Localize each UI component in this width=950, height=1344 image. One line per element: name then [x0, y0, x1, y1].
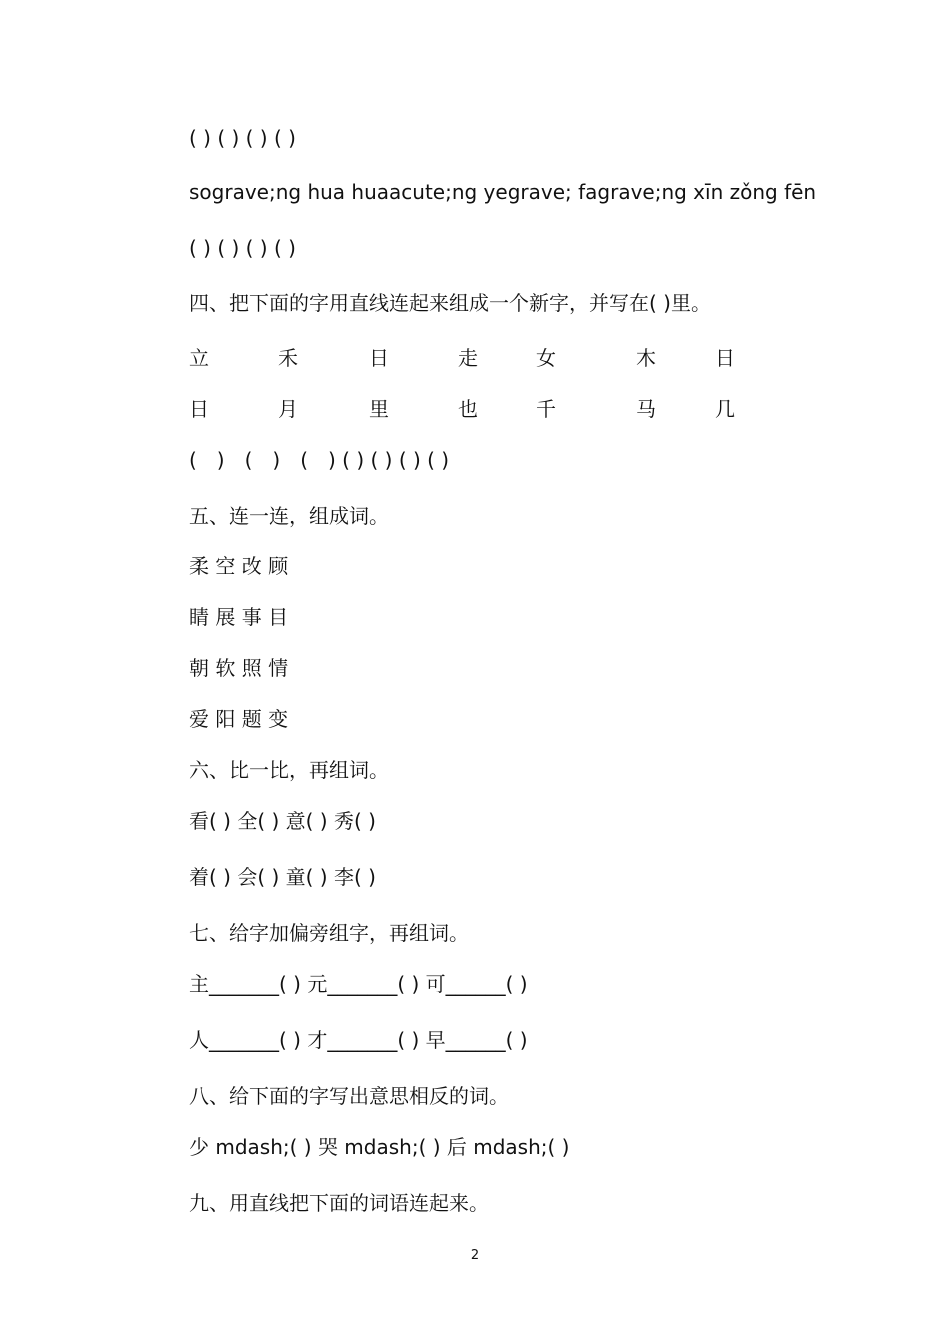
section-8-heading: 八、给下面的字写出意思相反的词。: [189, 1084, 509, 1108]
section-9-heading: 九、用直线把下面的词语连起来。: [189, 1191, 489, 1215]
char-cell: 日: [715, 346, 735, 370]
char-cell: 走: [458, 346, 478, 370]
page-number: 2: [470, 1248, 480, 1263]
blank-parentheses-row-1: ( ) ( ) ( ) ( ): [189, 126, 296, 150]
char-cell: 里: [369, 397, 389, 421]
char-cell: 马: [636, 397, 656, 421]
word-row-4: 爱 阳 题 变: [189, 707, 289, 731]
char-cell: 禾: [278, 346, 298, 370]
antonym-row: 少 mdash;( ) 哭 mdash;( ) 后 mdash;( ): [189, 1135, 570, 1159]
char-cell: 日: [189, 397, 209, 421]
char-cell: 女: [536, 346, 556, 370]
section-6-heading: 六、比一比，再组词。: [189, 758, 389, 782]
section-7-heading: 七、给字加偏旁组字，再组词。: [189, 921, 469, 945]
compare-row-2: 着( ) 会( ) 童( ) 李( ): [189, 865, 376, 889]
section-5-heading: 五、连一连，组成词。: [189, 504, 389, 528]
pinyin-line: sograve;ng hua huaacute;ng yegrave; fagrave;ng xīn zǒng fēn: [189, 180, 817, 204]
blank-parentheses-row-2: ( ) ( ) ( ) ( ): [189, 236, 296, 260]
char-cell: 也: [458, 397, 478, 421]
word-row-3: 朝 软 照 情: [189, 656, 289, 680]
section-4-heading: 四、把下面的字用直线连起来组成一个新字，并写在( )里。: [189, 291, 711, 315]
word-row-2: 睛 展 事 目: [189, 605, 289, 629]
char-row-top: [189, 344, 789, 372]
radical-row-1: 主_______( ) 元_______( ) 可______( ): [189, 972, 528, 996]
compare-row-1: 看( ) 全( ) 意( ) 秀( ): [189, 809, 376, 833]
char-cell: 木: [636, 346, 656, 370]
char-cell: 几: [715, 397, 735, 421]
radical-row-2: 人_______( ) 才_______( ) 早______( ): [189, 1028, 528, 1052]
char-row-bottom: [189, 395, 789, 423]
char-cell: 立: [189, 346, 209, 370]
char-cell: 日: [369, 346, 389, 370]
char-cell: 月: [278, 397, 298, 421]
word-row-1: 柔 空 改 顾: [189, 554, 289, 578]
answer-parentheses-row: ( ) ( ) ( ) ( ) ( ) ( ) ( ): [189, 448, 450, 472]
char-cell: 千: [536, 397, 556, 421]
